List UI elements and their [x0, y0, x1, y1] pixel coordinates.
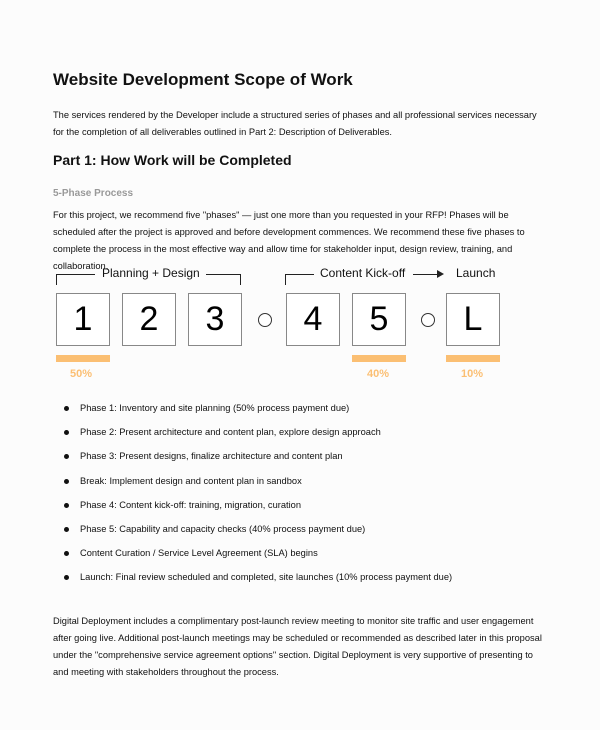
- list-item: [53, 569, 452, 593]
- phase-box-4: 4: [286, 293, 340, 346]
- list-item-text: Content Curation / Service Level Agreement (SLA) begins: [80, 548, 318, 559]
- phase-diagram: [0, 262, 600, 392]
- list-item-text: Break: Implement design and content plan in sandbox: [80, 475, 302, 486]
- list-item: [53, 545, 452, 569]
- phase-box-2: 2: [122, 293, 176, 346]
- list-item: [53, 448, 452, 472]
- arrow-line: [413, 274, 439, 275]
- payment-bar-1: [56, 355, 110, 362]
- list-item-text: Phase 4: Content kick-off: training, migration, curation: [80, 499, 302, 510]
- list-item-text: Phase 3: Present designs, finalize architecture and content plan: [80, 451, 343, 462]
- arrow-right-icon: [437, 270, 444, 278]
- document-title: Website Development Scope of Work: [53, 70, 353, 89]
- payment-bar-2: [352, 355, 406, 362]
- phase-box-5: 5: [352, 293, 406, 346]
- phase-box-1: 1: [56, 293, 110, 346]
- list-item-text: Phase 2: Present architecture and content plan, explore design approach: [80, 427, 381, 438]
- bullet-icon: [64, 551, 69, 556]
- process-subheading: 5-Phase Process: [53, 188, 134, 199]
- closing-paragraph: Digital Deployment includes a complimentary post-launch review meeting to monitor site traffic and user engagement after going live. Additional post-launch meetings may be scheduled or recommended as described later in this proposal under the "comprehensive service agreement options" section. Digital Deployment is very supportive of presenting to and meeting with stakeholders throughout the process.: [53, 616, 542, 677]
- bullet-icon: [64, 527, 69, 532]
- bullet-icon: [64, 406, 69, 411]
- list-item-text: Phase 5: Capability and capacity checks (40% process payment due): [80, 523, 366, 534]
- list-item: [53, 521, 452, 545]
- break-circle-icon: [421, 313, 435, 327]
- process-paragraph: For this project, we recommend five "phases" — just one more than you requested in your RFP! Phases will be scheduled after the project is approved and before development commences. We recommend these five phases to complete the process in the most effective way and allow time for stakeholder input, design review, training, and collaboration.: [53, 210, 525, 271]
- payment-bar-3: [446, 355, 500, 362]
- bullet-icon: [64, 503, 69, 508]
- list-item: [53, 497, 452, 521]
- payment-percent-2: 40%: [367, 368, 390, 380]
- list-item-text: Launch: Final review scheduled and completed, site launches (10% process payment due): [80, 572, 453, 583]
- list-item: [53, 400, 452, 424]
- bullet-icon: [64, 575, 69, 580]
- content-label: Content Kick-off: [320, 266, 406, 280]
- intro-paragraph: The services rendered by the Developer include a structured series of phases and all professional services necessary for the completion of all deliverables outlined in Part 2: Description of Deliverables.: [53, 110, 537, 137]
- payment-percent-3: 10%: [461, 368, 484, 380]
- planning-label: Planning + Design: [102, 266, 200, 280]
- list-item-text: Phase 1: Inventory and site planning (50% process payment due): [80, 403, 350, 413]
- phase-list: [53, 400, 452, 594]
- phase-box-launch: L: [446, 293, 500, 346]
- bracket-right: [206, 274, 241, 285]
- part1-heading: Part 1: How Work will be Completed: [53, 152, 292, 168]
- bullet-icon: [64, 454, 69, 459]
- bullet-icon: [64, 479, 69, 484]
- bracket-left: [56, 274, 95, 285]
- break-circle-icon: [258, 313, 272, 327]
- list-item: [53, 424, 452, 448]
- launch-label: Launch: [456, 266, 496, 280]
- bullet-icon: [64, 430, 69, 435]
- list-item: [53, 473, 452, 497]
- phase-box-3: 3: [188, 293, 242, 346]
- payment-percent-1: 50%: [70, 368, 93, 380]
- bracket-left: [285, 274, 314, 285]
